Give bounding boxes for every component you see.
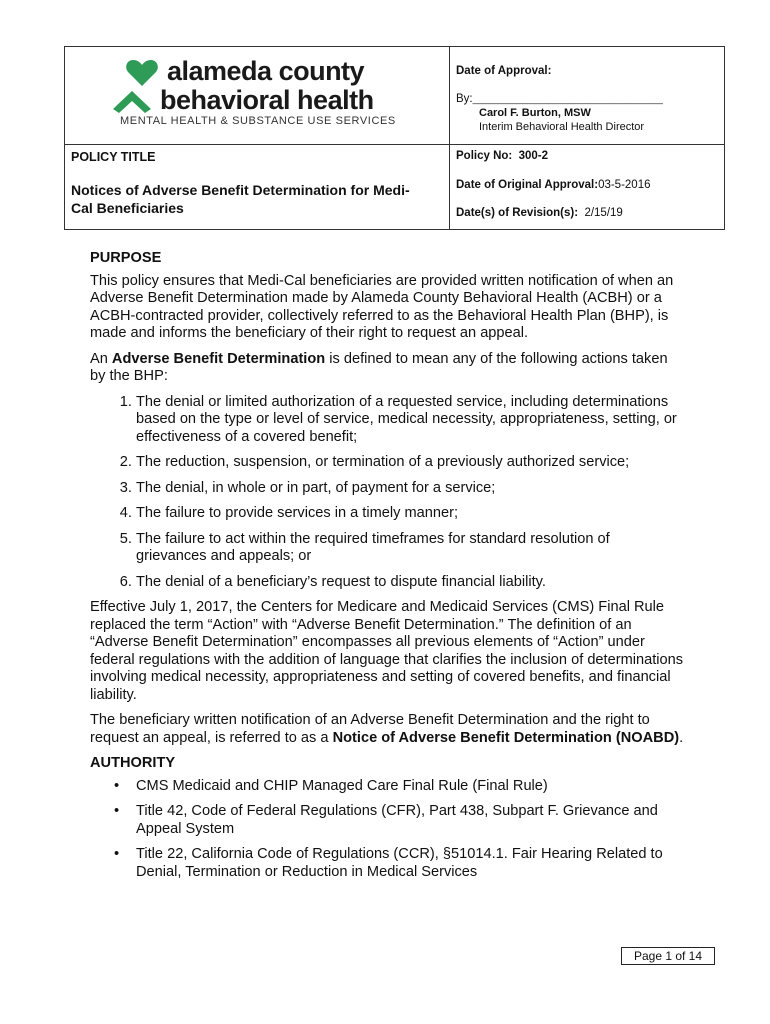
policy-number	[456, 150, 548, 162]
list-item: 5. The failure to act within the required timeframes for standard resolution of grievances and appeals; or	[136, 531, 684, 566]
signer-title: Interim Behavioral Health Director	[479, 121, 645, 133]
para4-suffix: .	[679, 729, 684, 746]
approval-cell	[450, 47, 724, 145]
revision-label: Date(s) of Revision(s):	[456, 207, 579, 219]
list-item: 3. The denial, in whole or in part, of payment for a service;	[136, 480, 684, 498]
para2-prefix: An	[90, 350, 112, 367]
revision-date	[456, 207, 623, 219]
purpose-paragraph-1: This policy ensures that Medi-Cal beneficiaries are provided written notification of when an Adverse Benefit Determination made by Alameda County Behavioral Health (ACBH) or a ACBH-contracted provider, collectively referred to as the Behavioral Health Plan (BHP), is made and informs the beneficiary of their right to request an appeal.	[90, 272, 674, 341]
policy-title-cell	[65, 145, 450, 229]
by-underline: ______________________________________	[472, 94, 663, 104]
logo-wordmark-line1: alameda county	[167, 56, 365, 86]
authority-list	[90, 778, 684, 882]
para2-suffix: is defined to mean any of the following actions taken by the BHP:	[90, 350, 668, 384]
purpose-paragraph-2	[90, 351, 684, 386]
original-approval-label: Date of Original Approval:	[456, 179, 599, 191]
list-item: 4. The failure to provide services in a timely manner;	[136, 505, 684, 523]
by-label: By:	[456, 93, 473, 105]
authority-heading: AUTHORITY	[90, 755, 176, 771]
noabd-term: Notice of Adverse Benefit Determination (NOABD)	[332, 729, 680, 746]
logo-cell	[65, 47, 450, 145]
original-approval-value: 03-5-2016	[598, 179, 651, 191]
purpose-paragraph-4	[90, 712, 684, 747]
adverse-benefit-term: Adverse Benefit Determination	[111, 350, 326, 367]
policy-body	[90, 250, 684, 889]
page-number: Page 1 of 14	[621, 947, 715, 965]
logo-subtitle: MENTAL HEALTH & SUBSTANCE USE SERVICES	[120, 115, 396, 127]
list-item: • Title 42, Code of Federal Regulations (CFR), Part 438, Subpart F. Grievance and Appeal System	[136, 803, 684, 838]
policy-number-value: 300-2	[518, 150, 549, 162]
revision-value: 2/15/19	[584, 207, 623, 219]
logo-wordmark-line2: behavioral health	[160, 85, 374, 115]
policy-title: Notices of Adverse Benefit Determination for Medi-Cal Beneficiaries	[71, 182, 410, 216]
policy-title-label: POLICY TITLE	[71, 150, 156, 164]
date-of-approval-label: Date of Approval:	[456, 65, 552, 77]
policy-header-table	[64, 46, 725, 230]
original-approval	[456, 179, 651, 191]
chevron-up-icon	[112, 87, 152, 113]
policy-number-label: Policy No:	[456, 150, 513, 162]
list-item: • CMS Medicaid and CHIP Managed Care Final Rule (Final Rule)	[136, 778, 684, 796]
policy-info-cell	[450, 145, 724, 229]
list-item: 1. The denial or limited authorization of a requested service, including determinations based on the type or level of service, medical necessity, appropriateness, setting, or effectiveness of a covered benefit;	[136, 394, 684, 447]
purpose-paragraph-3: Effective July 1, 2017, the Centers for Medicare and Medicaid Services (CMS) Final Rule replaced the term “Action” with “Adverse Benefit Determination.” The definition of an “Adverse Benefit Determination” encompasses all previous elements of “Action” under federal regulations with the addition of language that clarifies the inclusion of determinations involving medical necessity, appropriateness and setting of covered benefits, and financial liability.	[90, 599, 684, 703]
signature-line	[456, 93, 663, 105]
list-item: 2. The reduction, suspension, or termination of a previously authorized service;	[136, 454, 684, 472]
list-item: • Title 22, California Code of Regulations (CCR), §51014.1. Fair Hearing Related to Denial, Termination or Reduction in Medical Services	[136, 846, 684, 881]
adverse-actions-list	[90, 394, 684, 592]
purpose-heading: PURPOSE	[90, 250, 162, 266]
para4-prefix: The beneficiary written notification of an Adverse Benefit Determination and the right to request an appeal, is referred to as a	[90, 712, 650, 746]
signer-name: Carol F. Burton, MSW	[479, 107, 591, 119]
list-item: 6. The denial of a beneficiary’s request to dispute financial liability.	[136, 574, 684, 592]
heart-icon	[125, 59, 159, 87]
